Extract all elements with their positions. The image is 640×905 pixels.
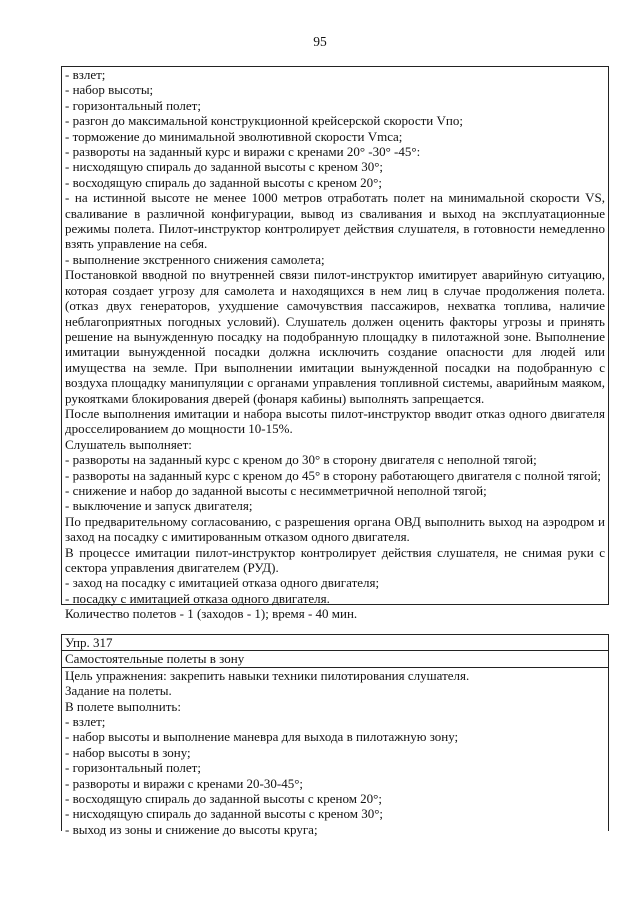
list-item: - развороты на заданный курс с креном до 45° в сторону работающего двигателя с полной тягой; xyxy=(65,467,602,483)
flight-task: Задание на полеты. xyxy=(65,683,172,699)
in-flight-label: В полете выполнить: xyxy=(65,698,181,714)
list-item: - нисходящую спираль до заданной высоты с креном 30°; xyxy=(65,159,384,175)
list-item: - взлет; xyxy=(65,714,106,730)
exercise-content-box xyxy=(61,66,609,622)
list-item: - развороты на заданный курс и виражи с кренами 20° -30° -45°: xyxy=(65,144,421,160)
list-item: - заход на посадку с имитацией отказа одного двигателя; xyxy=(65,575,380,591)
list-item: - горизонтальный полет; xyxy=(65,97,201,113)
paragraph-control: В процессе имитации пилот-инструктор контролирует действия слушателя, не снимая руки с сектора управления двигателем (РУД). xyxy=(65,544,605,575)
exercise-317-box xyxy=(61,634,609,837)
exercise-body xyxy=(62,668,608,837)
exercise-goal: Цель упражнения: закрепить навыки техники пилотирования слушателя. xyxy=(65,667,470,683)
list-item: - восходящую спираль до заданной высоты с креном 20°; xyxy=(65,174,382,190)
list-item: - выход из зоны и снижение до высоты круга; xyxy=(65,821,318,837)
list-item: - выключение и запуск двигателя; xyxy=(65,498,253,514)
paragraph-emergency: Постановкой вводной по внутренней связи пилот-инструктор имитирует аварийную ситуацию, которая создает угрозу для самолета и находящихся в нем лиц в случае продолжения полета. (отказ двух генераторов, ухудшение самочувствия пассажиров, нехватка топлива, наличие неблагоприятных погодных условий). Слушатель должен оценить факторы угрозы и принять решение на вынужденную посадку на подобранную площадку в пилотажной зоне. Выполнение имитации вынужденной посадки должна исключить создание опасности для людей или имущества на земле. При выполнении имитации вынужденной посадки на подобранную с воздуха площадку манипуляции с органами управления топливной системы, аварийным маяком, рукоятками блокирования дверей (фонаря кабины) выполнять запрещается. xyxy=(65,267,605,406)
list-item: - развороты и виражи с кренами 20-30-45°; xyxy=(65,775,304,791)
list-item: - нисходящую спираль до заданной высоты с креном 30°; xyxy=(65,806,384,822)
paragraph-engine-failure: После выполнения имитации и набора высоты пилот-инструктор вводит отказ одного двигателя дросселированием до мощности 10-15%. xyxy=(65,405,605,437)
page-number: 95 xyxy=(313,34,327,49)
list-item: - развороты на заданный курс с креном до 30° в сторону двигателя с неполной тягой; xyxy=(65,452,537,468)
flights-count: Количество полетов - 1 (заходов - 1); время - 40 мин. xyxy=(65,606,358,622)
list-item: - горизонтальный полет; xyxy=(65,760,201,776)
list-item: - торможение до минимальной эволютивной скорости Vmca; xyxy=(65,128,403,144)
list-item: - набор высоты и выполнение маневра для выхода в пилотажную зону; xyxy=(65,729,459,745)
listener-performs-label: Слушатель выполняет: xyxy=(65,436,192,452)
list-item: - набор высоты в зону; xyxy=(65,744,191,760)
paragraph-atc: По предварительному согласованию, с разрешения органа ОВД выполнить выход на аэродром и заход на посадку с имитированным отказом одного двигателя. xyxy=(65,513,605,545)
list-item: - взлет; xyxy=(65,67,106,82)
list-item: - восходящую спираль до заданной высоты с креном 20°; xyxy=(65,791,382,807)
paragraph-min-speed: - на истинной высоте не менее 1000 метров отработать полет на минимальной скорости VS, сваливание в различной конфигурации, вывод из сваливания и выход на эксплуатационные режимы полета. Пилот-инструктор контролирует действия слушателя, в готовности немедленно взять управление на себя. xyxy=(65,190,605,252)
list-item: - набор высоты; xyxy=(65,82,154,98)
exercise-title: Самостоятельные полеты в зону xyxy=(62,651,608,667)
list-item: - снижение и набор до заданной высоты с несимметричной неполной тягой; xyxy=(65,482,487,498)
list-item: - разгон до максимальной конструкционной крейсерской скорости Vпо; xyxy=(65,113,463,129)
exercise-number: Упр. 317 xyxy=(62,635,608,651)
list-item: - выполнение экстренного снижения самолета; xyxy=(65,251,325,267)
list-item: - посадку с имитацией отказа одного двигателя. xyxy=(65,590,330,606)
